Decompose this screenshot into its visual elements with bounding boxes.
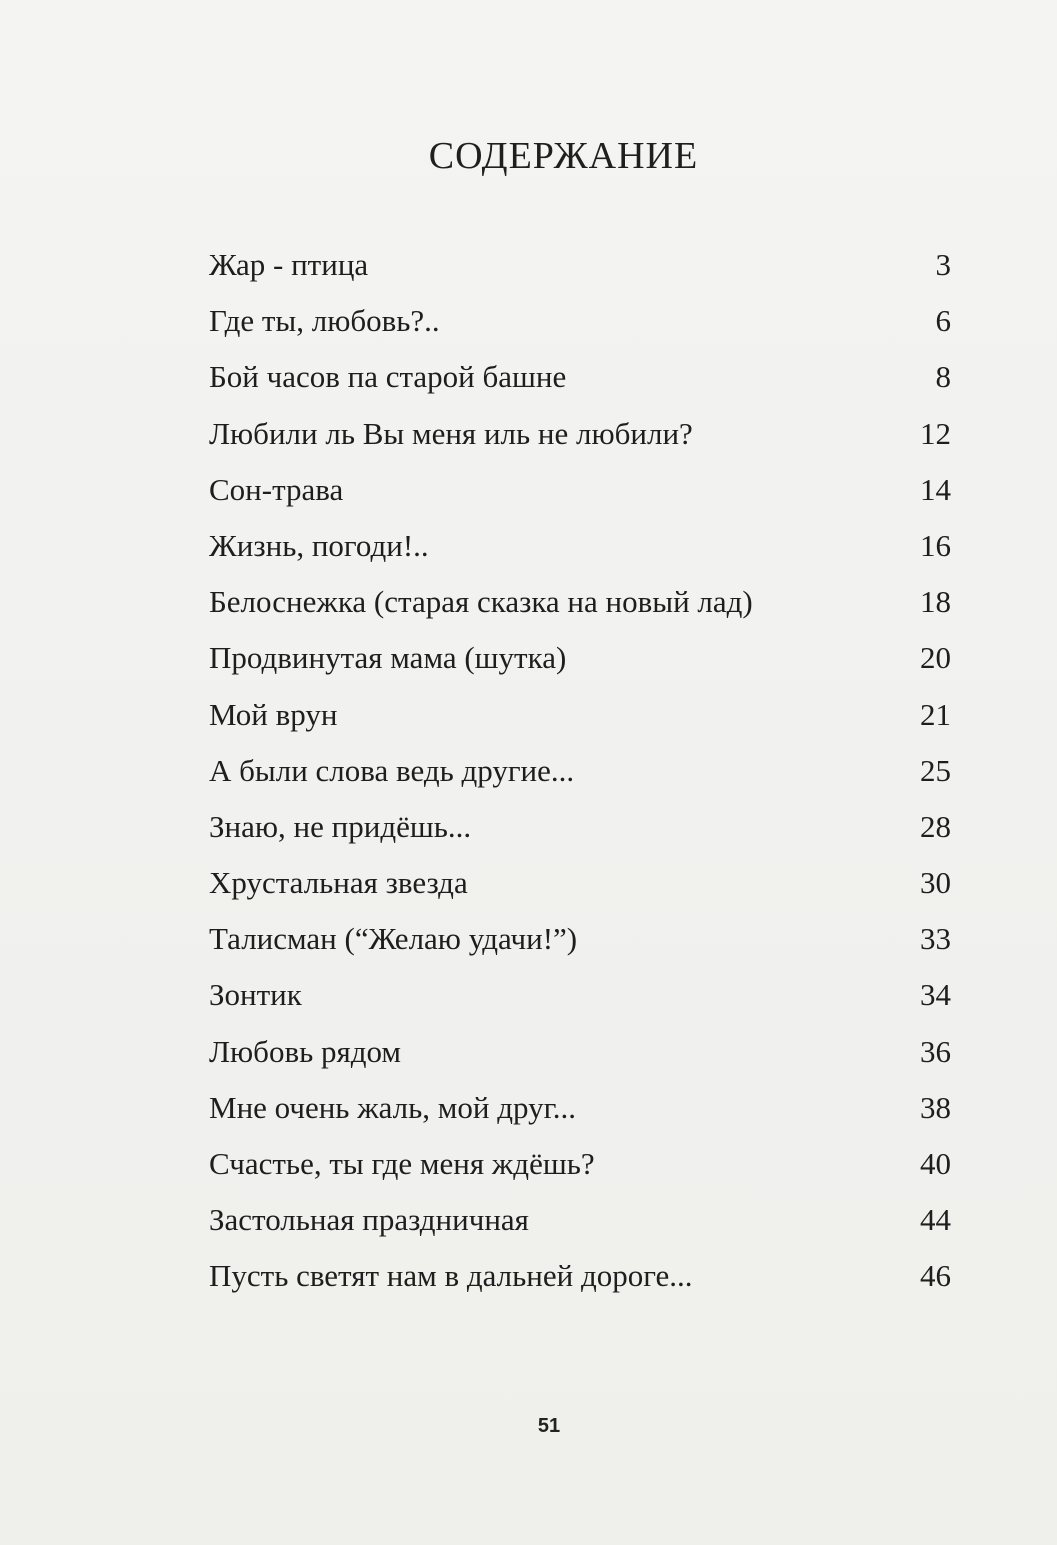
toc-entry-page: 46 xyxy=(920,1258,951,1294)
page-title: СОДЕРЖАНИЕ xyxy=(428,135,699,177)
toc-entry xyxy=(209,1030,951,1086)
toc-entry-page: 3 xyxy=(935,247,951,282)
toc-entry-title: Где ты, любовь?.. xyxy=(209,303,440,339)
toc-entry-title: Любили ль Вы меня иль не любили? xyxy=(209,415,693,451)
toc-entry xyxy=(209,243,951,299)
toc-entry-title: Пусть светят нам в дальней дороге... xyxy=(209,1258,693,1294)
toc-entry xyxy=(209,1086,951,1142)
toc-entry-title: Белоснежка (старая сказка на новый лад) xyxy=(209,584,753,620)
toc-entry-page: 14 xyxy=(920,471,951,507)
toc-entry-page: 16 xyxy=(920,527,951,563)
toc-entry-title: Продвинутая мама (шутка) xyxy=(209,640,567,676)
toc-entry-title: Зонтик xyxy=(209,977,302,1013)
toc-entry-title: Талисман (“Желаю удачи!”) xyxy=(209,921,578,957)
toc-entry-page: 30 xyxy=(920,865,951,901)
toc-entry-page: 34 xyxy=(920,977,951,1013)
toc-entry xyxy=(209,1198,951,1254)
toc-entry xyxy=(209,355,951,411)
toc-entry xyxy=(209,412,951,468)
toc-entry-title: Жизнь, погоди!.. xyxy=(209,527,429,563)
toc-entry-title: Хрустальная звезда xyxy=(209,865,468,901)
toc-entry xyxy=(209,299,951,355)
toc-entry-title: Сон-трава xyxy=(209,471,344,507)
toc-entry-title: Любовь рядом xyxy=(209,1033,402,1069)
toc-entry-title: Застольная праздничная xyxy=(209,1202,529,1238)
page-number: 51 xyxy=(537,1415,561,1437)
toc-entry-title: Мой врун xyxy=(209,696,338,732)
toc-entry xyxy=(209,580,951,636)
toc-entry-page: 44 xyxy=(920,1202,951,1238)
table-of-contents xyxy=(209,243,951,1311)
toc-entry xyxy=(209,636,951,692)
toc-entry xyxy=(209,973,951,1029)
toc-entry xyxy=(209,524,951,580)
toc-entry-title: А были слова ведь другие... xyxy=(209,752,575,788)
toc-entry xyxy=(209,693,951,749)
toc-entry-page: 18 xyxy=(920,584,951,620)
toc-entry xyxy=(209,468,951,524)
toc-entry xyxy=(209,917,951,973)
toc-entry-page: 36 xyxy=(920,1033,951,1069)
toc-entry-page: 6 xyxy=(935,303,951,339)
toc-entry xyxy=(209,749,951,805)
toc-entry xyxy=(209,861,951,917)
toc-entry xyxy=(209,1254,951,1310)
toc-entry-title: Мне очень жаль, мой друг... xyxy=(209,1089,577,1125)
toc-entry-page: 33 xyxy=(920,921,951,957)
toc-entry xyxy=(209,1142,951,1198)
toc-entry-page: 25 xyxy=(920,752,951,788)
toc-entry-title: Бой часов па старой башне xyxy=(209,359,567,395)
toc-entry-page: 40 xyxy=(920,1146,951,1181)
toc-entry-page: 28 xyxy=(920,808,951,844)
toc-entry-page: 8 xyxy=(935,359,951,395)
toc-entry xyxy=(209,805,951,861)
toc-entry-page: 21 xyxy=(920,696,951,732)
toc-entry-page: 38 xyxy=(920,1089,951,1125)
toc-entry-page: 20 xyxy=(920,640,951,676)
toc-entry-title: Счастье, ты где меня ждёшь? xyxy=(209,1146,595,1181)
toc-entry-title: Знаю, не придёшь... xyxy=(209,808,472,844)
toc-entry-title: Жар - птица xyxy=(209,247,369,282)
toc-entry-page: 12 xyxy=(920,415,951,451)
